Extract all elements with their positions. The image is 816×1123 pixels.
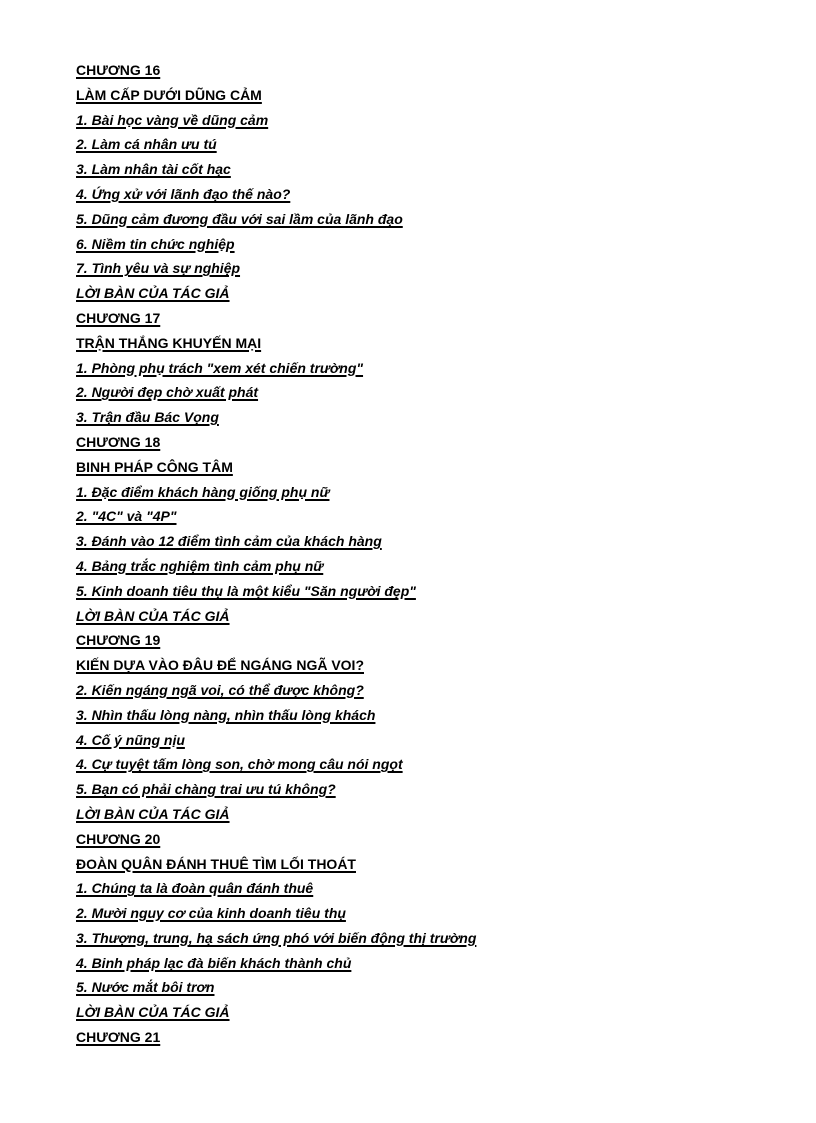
toc-link-section[interactable]: 1. Đặc điểm khách hàng giống phụ nữ bbox=[76, 483, 330, 500]
toc-link-section[interactable]: 5. Kinh doanh tiêu thụ là một kiểu "Săn người đẹp" bbox=[76, 582, 416, 599]
toc-link-section[interactable]: 4. Ứng xử với lãnh đạo thế nào? bbox=[76, 185, 291, 202]
toc-link-heading[interactable]: TRẬN THẮNG KHUYẾN MẠI bbox=[76, 334, 262, 351]
toc-link-section[interactable]: 1. Bài học vàng về dũng cảm bbox=[76, 111, 269, 128]
toc-link-section[interactable]: 1. Chúng ta là đoàn quân đánh thuê bbox=[76, 880, 314, 897]
toc-link-section[interactable]: LỜI BÀN CỦA TÁC GIẢ bbox=[76, 607, 230, 624]
toc-link-section[interactable]: 2. Mười nguy cơ của kinh doanh tiêu thụ bbox=[76, 905, 346, 922]
toc-link-section[interactable]: 2. Người đẹp chờ xuất phát bbox=[76, 384, 259, 401]
toc-link-heading[interactable]: CHƯƠNG 19 bbox=[76, 632, 161, 649]
toc-link-section[interactable]: 1. Phòng phụ trách "xem xét chiến trường" bbox=[76, 359, 364, 376]
toc-link-heading[interactable]: CHƯƠNG 20 bbox=[76, 830, 161, 847]
toc-link-section[interactable]: 5. Nước mắt bôi trơn bbox=[76, 979, 215, 996]
toc-link-heading[interactable]: CHƯƠNG 18 bbox=[76, 433, 161, 450]
toc-link-heading[interactable]: CHƯƠNG 16 bbox=[76, 62, 161, 78]
toc-link-section[interactable]: 3. Nhìn thấu lòng nàng, nhìn thấu lòng khách bbox=[76, 706, 376, 723]
toc-link-section[interactable]: 4. Bảng trắc nghiệm tình cảm phụ nữ bbox=[76, 557, 324, 574]
toc-link-heading[interactable]: KIẾN DỰA VÀO ĐÂU ĐỂ NGÁNG NGÃ VOI? bbox=[76, 657, 364, 674]
toc-link-section[interactable]: 7. Tình yêu và sự nghiệp bbox=[76, 260, 241, 277]
toc-link-section[interactable]: 4. Binh pháp lạc đà biến khách thành chủ bbox=[76, 954, 352, 971]
toc-link-section[interactable]: 2. "4C" và "4P" bbox=[76, 508, 177, 525]
table-of-contents bbox=[76, 58, 776, 1050]
toc-link-section[interactable]: 3. Đánh vào 12 điểm tình cảm của khách hàng bbox=[76, 533, 382, 550]
toc-link-heading[interactable]: LÀM CẤP DƯỚI DŨNG CẢM bbox=[76, 86, 262, 103]
toc-link-section[interactable]: 3. Làm nhân tài cốt hạc bbox=[76, 161, 231, 178]
toc-link-section[interactable]: 2. Kiến ngáng ngã voi, có thể được không? bbox=[76, 681, 364, 698]
toc-link-section[interactable]: LỜI BÀN CỦA TÁC GIẢ bbox=[76, 1004, 230, 1021]
toc-link-heading[interactable]: CHƯƠNG 21 bbox=[76, 1029, 161, 1046]
toc-link-section[interactable]: 4. Cố ý nũng nịu bbox=[76, 731, 185, 748]
toc-link-section[interactable]: 6. Niềm tin chức nghiệp bbox=[76, 235, 235, 252]
toc-link-heading[interactable]: ĐOÀN QUÂN ĐÁNH THUÊ TÌM LỐI THOÁT bbox=[76, 855, 356, 872]
toc-link-section[interactable]: 3. Thượng, trung, hạ sách ứng phó với biến động thị trường bbox=[76, 929, 477, 946]
toc-link-heading[interactable]: CHƯƠNG 17 bbox=[76, 309, 161, 326]
toc-link-section[interactable]: 5. Dũng cảm đương đầu với sai lầm của lãnh đạo bbox=[76, 210, 403, 227]
toc-link-section[interactable]: LỜI BÀN CỦA TÁC GIẢ bbox=[76, 285, 230, 302]
toc-link-section[interactable]: 3. Trận đầu Bác Vọng bbox=[76, 409, 219, 426]
toc-link-section[interactable]: LỜI BÀN CỦA TÁC GIẢ bbox=[76, 805, 230, 822]
toc-link-heading[interactable]: BINH PHÁP CÔNG TÂM bbox=[76, 458, 233, 475]
toc-link-section[interactable]: 4. Cự tuyệt tấm lòng son, chờ mong câu nói ngọt bbox=[76, 756, 403, 773]
toc-link-section[interactable]: 5. Bạn có phải chàng trai ưu tú không? bbox=[76, 781, 336, 798]
toc-link-section[interactable]: 2. Làm cá nhân ưu tú bbox=[76, 136, 217, 153]
